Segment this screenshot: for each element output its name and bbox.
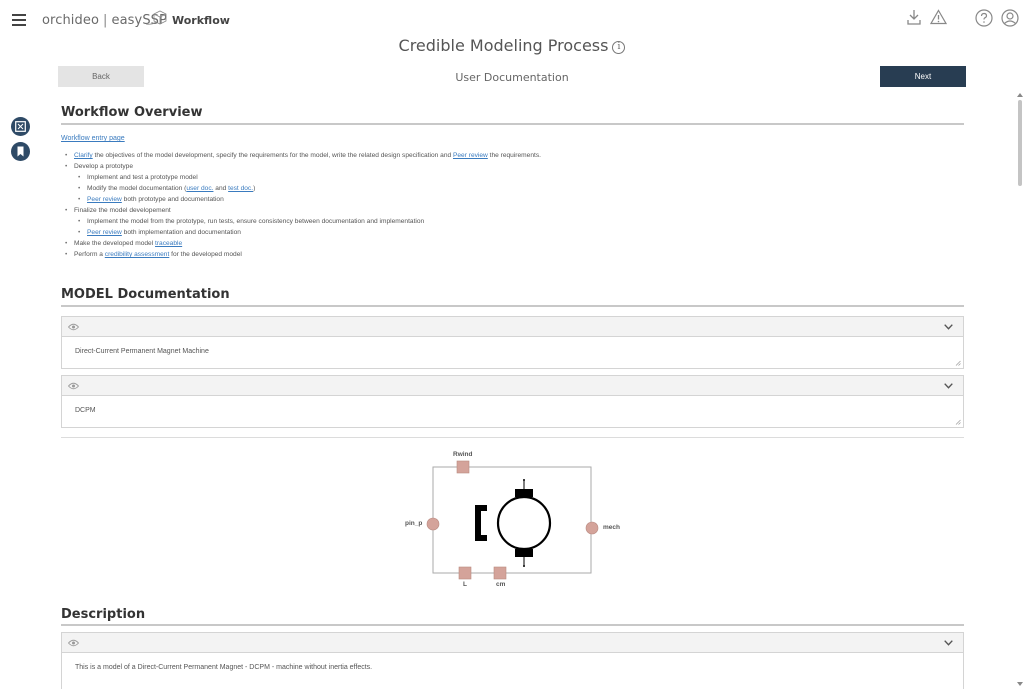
warning-icon[interactable] xyxy=(930,9,947,25)
list-item xyxy=(61,249,961,260)
model-diagram xyxy=(398,448,632,593)
list-text: Make the developed model xyxy=(74,240,156,247)
workflow-overview-heading: Workflow Overview xyxy=(61,105,203,120)
page-title-text: Credible Modeling Process xyxy=(398,36,609,55)
credibility-assessment-link[interactable]: credibility assessment xyxy=(104,251,170,258)
test-doc-link[interactable]: test doc. xyxy=(228,185,254,192)
list-text: the objectives of the model development, specify the requirements for the model, write the related design specification and xyxy=(92,152,453,159)
list-text: Finalize the model developement xyxy=(74,207,171,214)
list-item xyxy=(61,183,961,194)
list-item xyxy=(61,227,961,238)
port-label-pin-p: pin_p xyxy=(405,520,423,527)
bookmark-icon[interactable] xyxy=(11,142,30,161)
list-item xyxy=(61,161,961,172)
chevron-down-icon[interactable] xyxy=(944,383,953,389)
page-title xyxy=(0,36,1024,55)
port-label-mech: mech xyxy=(603,524,620,531)
port-label-cm: cm xyxy=(496,581,506,588)
list-text: ) xyxy=(253,185,256,192)
list-item xyxy=(61,216,961,227)
chevron-down-icon[interactable] xyxy=(944,640,953,646)
resize-handle-icon[interactable] xyxy=(955,419,961,425)
info-icon[interactable]: i xyxy=(612,41,625,54)
model-documentation-heading: MODEL Documentation xyxy=(61,287,230,302)
field-header[interactable] xyxy=(61,375,964,396)
step-label: User Documentation xyxy=(455,71,569,84)
description-text: This is a model of a Direct-Current Permanent Magnet - DCPM - machine without inertia effects. xyxy=(75,664,373,671)
next-button[interactable]: Next xyxy=(880,66,966,87)
list-text: Modify the model documentation ( xyxy=(87,185,187,192)
divider xyxy=(61,437,964,438)
workflow-entry-link[interactable]: Workflow entry page xyxy=(61,135,125,142)
cube-icon xyxy=(144,8,170,28)
list-item xyxy=(61,150,961,161)
list-text: Develop a prototype xyxy=(74,163,134,170)
port-mech xyxy=(586,522,598,534)
field-header[interactable] xyxy=(61,316,964,337)
module-name: Workflow xyxy=(172,14,230,27)
list-text: and xyxy=(213,185,229,192)
help-icon[interactable] xyxy=(975,9,993,27)
brand-name: orchideo xyxy=(42,13,100,28)
port-label-l: L xyxy=(463,581,467,588)
list-item xyxy=(61,238,961,249)
scroll-up-arrow[interactable] xyxy=(1017,93,1023,97)
peer-review-link[interactable]: Peer review xyxy=(87,229,122,236)
field-header[interactable] xyxy=(61,632,964,653)
port-rwind xyxy=(457,461,469,473)
list-item xyxy=(61,194,961,205)
eye-icon[interactable] xyxy=(68,323,79,331)
scroll-down-arrow[interactable] xyxy=(1017,682,1023,686)
port-pin-p xyxy=(427,518,439,530)
menu-icon[interactable] xyxy=(12,14,26,26)
brand-separator: | xyxy=(103,13,108,28)
section-divider xyxy=(61,123,964,125)
top-bar xyxy=(0,0,1024,40)
list-text: Implement and test a prototype model xyxy=(87,174,198,181)
field-value: DCPM xyxy=(75,407,96,414)
eye-icon[interactable] xyxy=(68,382,79,390)
chevron-down-icon[interactable] xyxy=(944,324,953,330)
peer-review-link[interactable]: Peer review xyxy=(87,196,122,203)
description-field[interactable] xyxy=(61,653,964,689)
traceable-link[interactable]: traceable xyxy=(155,240,183,247)
description-heading: Description xyxy=(61,607,146,622)
field-value: Direct-Current Permanent Magnet Machine xyxy=(75,348,209,355)
model-icon[interactable] xyxy=(11,117,30,136)
list-item xyxy=(61,205,961,216)
download-icon[interactable] xyxy=(906,9,922,26)
brand-product: easySSP xyxy=(111,13,167,28)
scrollbar-thumb[interactable] xyxy=(1018,100,1022,186)
section-divider xyxy=(61,624,964,626)
user-doc-link[interactable]: user doc. xyxy=(186,185,214,192)
user-icon[interactable] xyxy=(1001,9,1019,27)
port-l xyxy=(459,567,471,579)
field-input[interactable] xyxy=(61,337,964,369)
field-input[interactable] xyxy=(61,396,964,428)
list-item xyxy=(61,172,961,183)
list-text: the requirements. xyxy=(487,152,541,159)
peer-review-link[interactable]: Peer review xyxy=(452,152,488,159)
list-text: Implement the model from the prototype, run tests, ensure consistency between documentation and implementation xyxy=(87,218,425,225)
port-label-rwind: Rwind xyxy=(453,451,473,458)
clarify-link[interactable]: Clarify xyxy=(74,152,93,159)
back-button[interactable]: Back xyxy=(58,66,144,87)
workflow-steps-list xyxy=(61,150,961,260)
list-text: Perform a xyxy=(74,251,105,258)
dcpm-icon xyxy=(398,448,632,593)
eye-icon[interactable] xyxy=(68,639,79,647)
section-divider xyxy=(61,305,964,307)
port-cm xyxy=(494,567,506,579)
resize-handle-icon[interactable] xyxy=(955,360,961,366)
list-text: both implementation and documentation xyxy=(121,229,241,236)
list-text: for the developed model xyxy=(169,251,242,258)
list-text: both prototype and documentation xyxy=(121,196,224,203)
